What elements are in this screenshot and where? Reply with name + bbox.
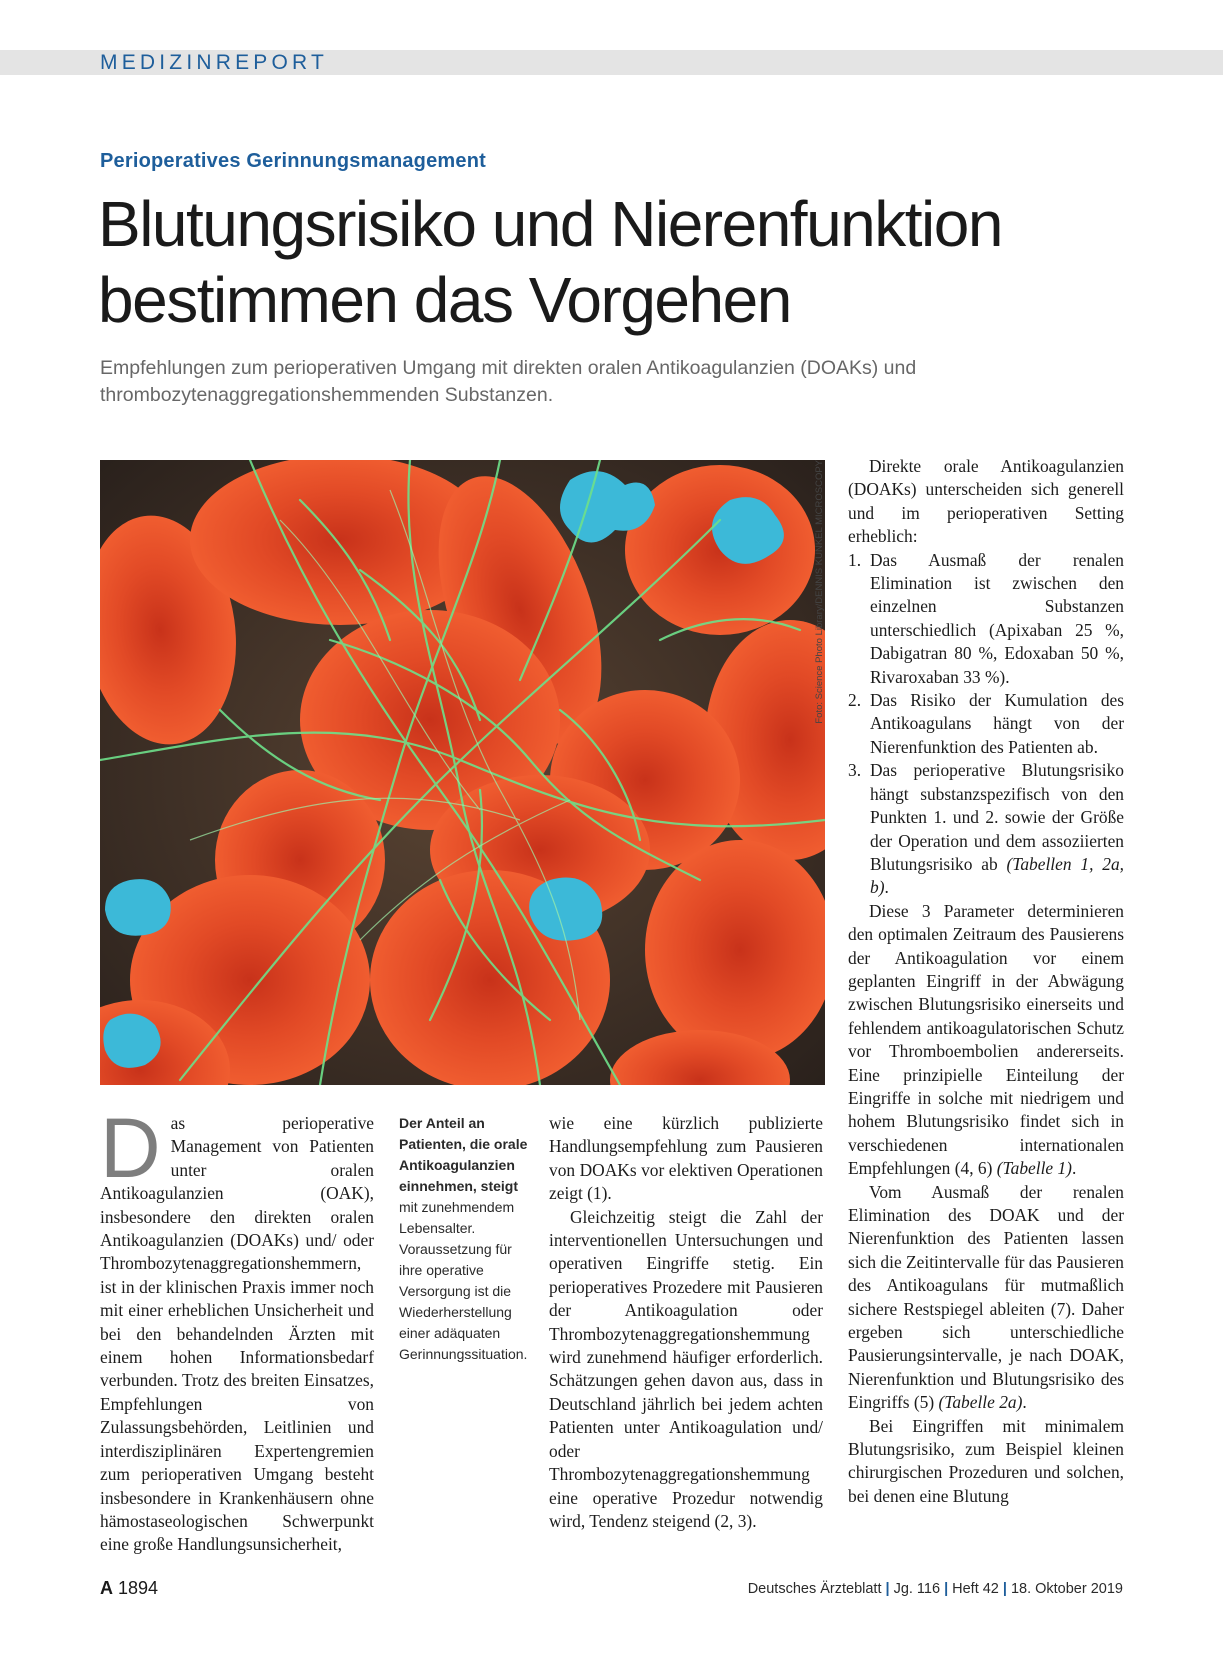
journal-issue: Heft 42 [952, 1581, 999, 1597]
article-title-line-1: Blutungsrisiko und Nierenfunktion [98, 188, 1002, 260]
article-title-line-2: bestimmen das Vorgehen [98, 264, 791, 336]
journal-volume: Jg. 116 [893, 1581, 941, 1597]
page-number: A 1894 [100, 1578, 159, 1598]
table-reference: (Tabelle 1) [996, 1158, 1072, 1179]
list-item: 1. Das Ausmaß der renalen Elimination ist zwischen den einzelnen Substanzen unterschiedlich (Apixaban 25 %, Dabigatran 80 %, Edoxaban 50 %, Rivaroxaban 33 %). [848, 549, 1124, 687]
article-column-3 [848, 455, 1124, 1508]
issue-date: 18. Oktober 2019 [1010, 1581, 1123, 1597]
blood-cells-photo [100, 460, 825, 1085]
article-column-1 [100, 1101, 374, 1557]
numbered-list [848, 549, 1124, 900]
article-kicker: Perioperatives Gerinnungsmanagement [100, 150, 487, 172]
margin-note [399, 1113, 529, 1365]
paragraph: wie eine kürzlich publizierte Handlungsempfehlung zum Pausieren von DOAKs vor elektiven Operationen zeigt (1). [549, 1113, 823, 1204]
paragraph: Direkte orale Antikoagulanzien (DOAKs) unterscheiden sich generell und im perioperativen Setting erheblich: [848, 456, 1124, 547]
photo-credit: Foto: Science Photo Library/DENNIS KUNKEL MICROSCOPY [814, 460, 825, 724]
paragraph: Diese 3 Parameter determinieren den optimalen Zeitraum des Pausierens der Antikoagulation vor einem geplanten Eingriff in der Abwägung zwischen Blutungsrisiko einerseits und fehlendem antikoagulatorischen Schutz vor Thromboembolien andererseits. Eine prinzipielle Einteilung der Eingriffe in solche mit niedrigem und hohem Blutungsrisiko findet sich in verschiedenen internationalen Empfehlungen (4, 6) (Tabelle 1). [848, 900, 1124, 1179]
publication-info: Deutsches Ärzteblatt | Jg. 116 | Heft 42 | 18. Oktober 2019 [747, 1581, 1123, 1597]
paragraph: Vom Ausmaß der renalen Elimination des DOAK und der Nierenfunktion des Patienten lassen sich die Zeitintervalle für das Pausieren des Antikoagulans für mutmaßlich sichere Restspiegel ableiten (7). Daher ergeben sich unterschiedliche Pausierungsintervalle, je nach DOAK, Nierenfunktion und Blutungsrisiko des Eingriffs (5) (Tabelle 2a). [848, 1181, 1124, 1413]
table-reference: (Tabellen 1, 2a, b) [870, 853, 1124, 898]
margin-note-bold: Der Anteil an Patienten, die orale Antikoagulanzien einnehmen, steigt [399, 1115, 528, 1194]
article-title [98, 186, 1138, 338]
list-item: 3. Das perioperative Blutungsrisiko hängt substanzspezifisch von den Punkten 1. und 2. sowie der Größe der Operation und dem assoziierten Blutungsrisiko ab (Tabellen 1, 2a, b). [848, 760, 1124, 898]
intro-paragraph-text: as perioperative Management von Patienten unter oralen Antikoagulanzien (OAK), insbesondere den direkten oralen Antikoagulanzien (DOAKs) und/ oder Thrombozytenaggregationshemmern, ist in der klinischen Praxis immer noch mit einer erheblichen Unsicherheit und bei den behandelnden Ärzten mit einem hohen Informationsbedarf verbunden. Trotz des breiten Einsatzes, Empfehlungen von Zulassungsbehörden, Leitlinien und interdisziplinären Expertengremien zum perioperativen Umgang besteht insbesondere in Krankenhäusern ohne hämostaseologischen Schwerpunkt eine große Handlungsunsicherheit, [100, 1113, 374, 1555]
drop-cap: D [100, 1101, 161, 1195]
paragraph: Gleichzeitig steigt die Zahl der interventionellen Untersuchungen und operativen Eingriffe stetig. Ein perioperatives Prozedere mit Pausieren der Antikoagulation oder Thrombozytenaggregationshemmung wird zunehmend häufiger erforderlich. Schätzungen gehen davon aus, dass in Deutschland jährlich bei jedem achten Patienten unter Antikoagulation und/ oder Thrombozytenaggregationshemmung eine operative Prozedur notwendig wird, Tendenz steigend (2, 3). [549, 1206, 823, 1531]
paragraph: Bei Eingriffen mit minimalem Blutungsrisiko, zum Beispiel kleinen chirurgischen Prozeduren und solchen, bei denen eine Blutung [848, 1415, 1124, 1506]
blood-cells-illustration [100, 460, 825, 1085]
list-item: 2. Das Risiko der Kumulation des Antikoagulans hängt von der Nierenfunktion des Patienten ab. [848, 690, 1124, 757]
article-standfirst: Empfehlungen zum perioperativen Umgang mit direkten oralen Antikoagulanzien (DOAKs) und thrombozytenaggregationshemmenden Substanzen. [100, 357, 917, 406]
journal-name: Deutsches Ärzteblatt [747, 1581, 882, 1597]
margin-note-text: mit zunehmendem Lebensalter. Voraussetzung für ihre operative Versorgung ist die Wiederherstellung einer adäquaten Gerinnungssituation. [399, 1199, 528, 1362]
article-column-2 [549, 1112, 823, 1533]
table-reference: (Tabelle 2a) [938, 1392, 1023, 1413]
intro-paragraph [100, 1101, 374, 1557]
section-label: MEDIZINREPORT [100, 51, 329, 74]
